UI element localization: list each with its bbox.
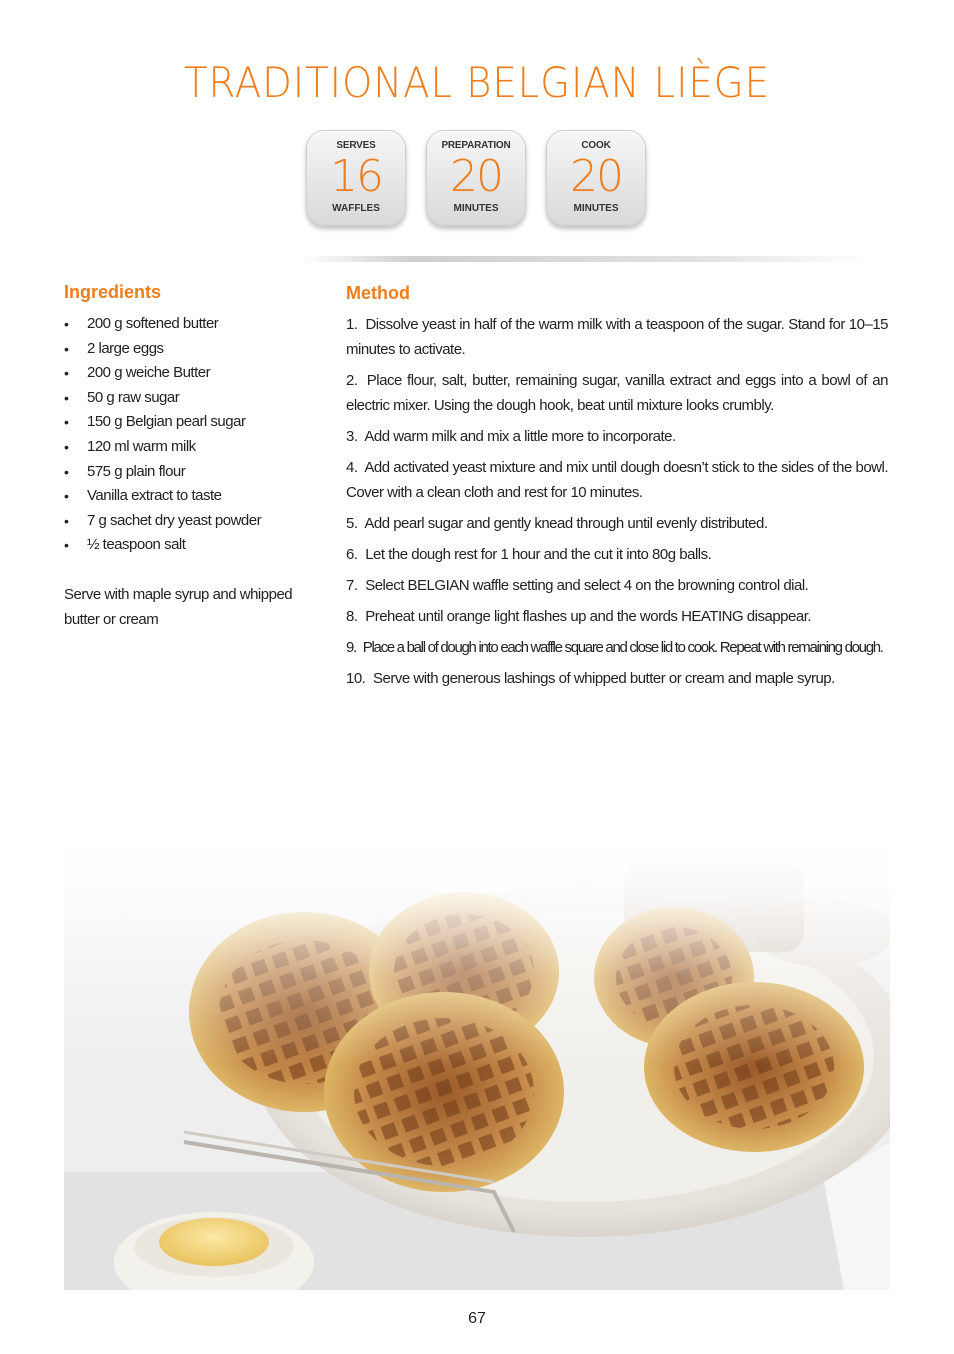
cook-badge bbox=[546, 130, 646, 226]
recipe-info-badges bbox=[306, 130, 648, 228]
ingredients-list bbox=[64, 312, 304, 558]
preparation-badge bbox=[426, 130, 526, 226]
cook-label: COOK bbox=[581, 140, 611, 151]
step-text: Place a ball of dough into each waffle square and close lid to cook. Repeat with remaining dough. bbox=[362, 639, 883, 656]
method-step bbox=[346, 368, 888, 418]
step-text: Let the dough rest for 1 hour and the cut it into 80g balls. bbox=[365, 546, 712, 563]
method-steps bbox=[346, 312, 888, 697]
ingredient-item: • 200 g softened butter bbox=[64, 312, 304, 337]
method-step bbox=[346, 604, 888, 629]
serves-badge bbox=[306, 130, 406, 226]
method-step bbox=[346, 635, 888, 660]
ingredient-item: • 50 g raw sugar bbox=[64, 386, 304, 411]
method-step bbox=[346, 312, 888, 362]
method-step bbox=[346, 666, 888, 691]
ingredient-item: • 2 large eggs bbox=[64, 337, 304, 362]
ingredient-item: • ½ teaspoon salt bbox=[64, 533, 304, 558]
step-text: Preheat until orange light flashes up and the words HEATING disappear. bbox=[365, 608, 812, 625]
cook-value: 20 bbox=[570, 151, 622, 202]
recipe-title: TRADITIONAL BELGIAN LIÈGE bbox=[184, 58, 770, 107]
step-number: 4. bbox=[346, 459, 358, 476]
ingredient-item: • 575 g plain flour bbox=[64, 460, 304, 485]
serves-value: 16 bbox=[330, 151, 382, 202]
method-step bbox=[346, 455, 888, 505]
method-step bbox=[346, 424, 888, 449]
step-number: 3. bbox=[346, 428, 358, 445]
preparation-unit: MINUTES bbox=[453, 203, 499, 214]
preparation-label: PREPARATION bbox=[441, 140, 511, 151]
ingredient-item: • 120 ml warm milk bbox=[64, 435, 304, 460]
ingredient-item: • 200 g weiche Butter bbox=[64, 361, 304, 386]
step-number: 2. bbox=[346, 372, 358, 389]
step-number: 10. bbox=[346, 670, 366, 687]
method-step bbox=[346, 511, 888, 536]
waffle-photo bbox=[64, 842, 890, 1290]
step-text: Select BELGIAN waffle setting and select 4 on the browning control dial. bbox=[365, 577, 809, 594]
step-number: 8. bbox=[346, 608, 358, 625]
ingredient-item: • Vanilla extract to taste bbox=[64, 484, 304, 509]
step-number: 5. bbox=[346, 515, 358, 532]
step-number: 1. bbox=[346, 316, 358, 333]
step-text: Add warm milk and mix a little more to incorporate. bbox=[364, 428, 676, 445]
step-text: Add pearl sugar and gently knead through until evenly distributed. bbox=[364, 515, 768, 532]
ingredient-item: • 150 g Belgian pearl sugar bbox=[64, 410, 304, 435]
page-number: 67 bbox=[468, 1310, 486, 1327]
serves-unit: WAFFLES bbox=[332, 203, 380, 214]
step-number: 7. bbox=[346, 577, 358, 594]
ingredient-item: • 7 g sachet dry yeast powder bbox=[64, 509, 304, 534]
serves-label: SERVES bbox=[336, 140, 376, 151]
ingredients-heading: Ingredients bbox=[64, 282, 162, 302]
step-text: Dissolve yeast in half of the warm milk with a teaspoon of the sugar. Stand for 10–15 minutes to activate. bbox=[346, 316, 889, 358]
step-number: 6. bbox=[346, 546, 358, 563]
waffle-illustration bbox=[64, 842, 890, 1290]
section-divider bbox=[300, 256, 870, 262]
method-step bbox=[346, 542, 888, 567]
step-text: Add activated yeast mixture and mix until dough doesn’t stick to the sides of the bowl. Cover with a clean cloth and rest for 10 minutes. bbox=[346, 459, 888, 501]
preparation-value: 20 bbox=[450, 151, 502, 202]
step-text: Place flour, salt, butter, remaining sugar, vanilla extract and eggs into a bowl of an electric mixer. Using the dough hook, beat until mixture looks crumbly. bbox=[346, 372, 888, 414]
method-step bbox=[346, 573, 888, 598]
step-text: Serve with generous lashings of whipped butter or cream and maple syrup. bbox=[373, 670, 835, 687]
cook-unit: MINUTES bbox=[573, 203, 619, 214]
step-number: 9. bbox=[346, 639, 356, 656]
method-heading: Method bbox=[346, 283, 410, 303]
serving-suggestion: Serve with maple syrup and whipped butter or cream bbox=[64, 586, 293, 628]
